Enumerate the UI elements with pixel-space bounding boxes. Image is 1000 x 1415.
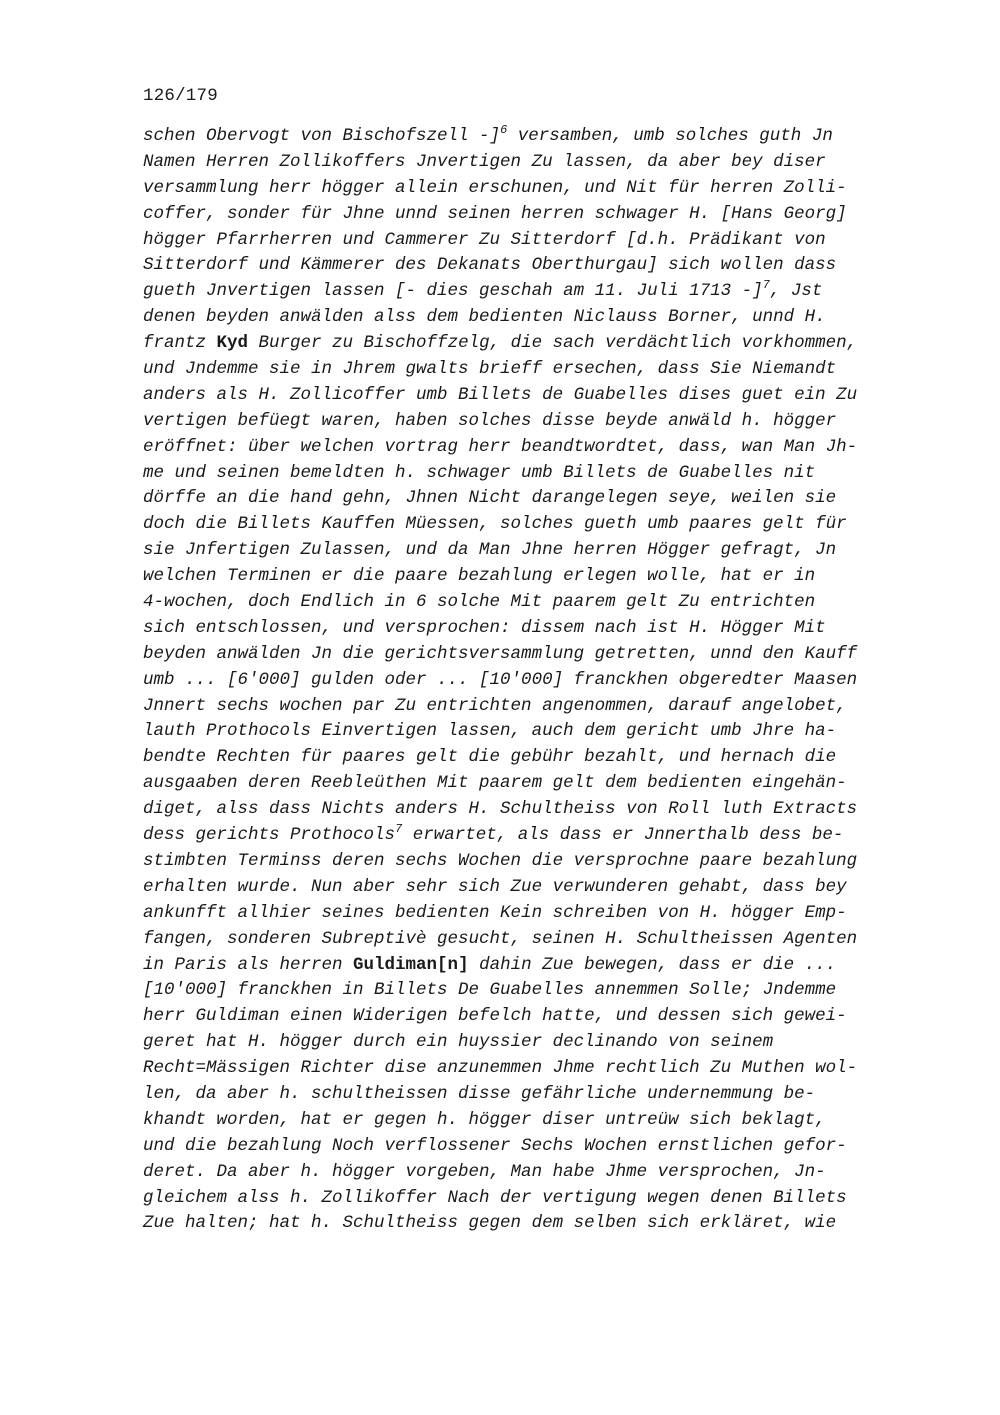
text-line — [143, 849, 903, 875]
text-segment: Namen Herren Zollikoffers Jnvertigen Zu lassen, da aber bey diser — [143, 151, 826, 172]
text-line — [143, 1056, 903, 1082]
text-segment: ausgaaben deren Reebleüthen Mit paarem gelt dem bedienten eingehän- — [143, 773, 847, 794]
text-segment: gueth Jnvertigen lassen [- dies geschah am 11. Juli 1713 -] — [143, 281, 763, 302]
text-line — [143, 176, 903, 202]
text-line — [143, 1030, 903, 1056]
text-segment: gleichem alss h. Zollikoffer Nach der vertigung wegen denen Billets — [143, 1187, 847, 1208]
text-segment: versammlung herr högger allein erschunen, und Nit für herren Zolli- — [143, 177, 847, 198]
text-line — [143, 461, 903, 487]
text-line — [143, 383, 903, 409]
text-segment: und Jndemme sie in Jhrem gwalts brieff ersechen, dass Sie Niemandt — [143, 359, 837, 380]
text-line — [143, 978, 903, 1004]
text-segment: deret. Da aber h. högger vorgeben, Man habe Jhme versprochen, Jn- — [143, 1161, 826, 1182]
text-line — [143, 668, 903, 694]
text-segment: dahin Zue bewegen, dass er die ... — [468, 954, 837, 975]
text-segment: me und seinen bemeldten h. schwager umb Billets de Guabelles nit — [143, 462, 816, 483]
text-line — [143, 875, 903, 901]
text-segment: , Jst — [769, 281, 823, 302]
text-line — [143, 797, 903, 823]
text-line — [143, 719, 903, 745]
text-segment: khandt worden, hat er gegen h. högger diser untreüw sich beklagt, — [143, 1109, 826, 1130]
text-segment: dörffe an die hand gehn, Jhnen Nicht darangelegen seye, weilen sie — [143, 488, 837, 509]
text-segment: anders als H. Zollicoffer umb Billets de Guabelles dises guet ein Zu — [143, 384, 858, 405]
text-line — [143, 435, 903, 461]
text-line — [143, 305, 903, 331]
text-segment: bendte Rechten für paares gelt die gebühr bezahlt, und hernach die — [143, 747, 837, 768]
text-segment: coffer, sonder für Jhne unnd seinen herren schwager H. [Hans Georg] — [143, 203, 847, 224]
text-line — [143, 1211, 903, 1237]
text-line — [143, 1082, 903, 1108]
text-segment: högger Pfarrherren und Cammerer Zu Sitterdorf [d.h. Prädikant von — [143, 229, 826, 250]
text-segment: Sitterdorf und Kämmerer des Dekanats Oberthurgau] sich wollen dass — [143, 255, 837, 276]
text-line — [143, 1004, 903, 1030]
text-line — [143, 1134, 903, 1160]
text-line — [143, 279, 903, 305]
highlighted-name: Guldiman[n] — [353, 954, 469, 975]
text-line — [143, 512, 903, 538]
text-line — [143, 771, 903, 797]
text-line — [143, 564, 903, 590]
text-segment: schen Obervogt von Bischofszell -] — [143, 126, 501, 146]
page-number: 126/179 — [143, 86, 218, 106]
text-segment: diget, alss dass Nichts anders H. Schultheiss von Roll luth Extracts — [143, 799, 858, 820]
text-segment: erhalten wurde. Nun aber sehr sich Zue verwunderen gehabt, dass bey — [143, 876, 847, 897]
text-line — [143, 486, 903, 512]
text-line — [143, 590, 903, 616]
text-line — [143, 409, 903, 435]
text-segment: erwartet, als dass er Jnnerthalb dess be- — [402, 825, 844, 846]
text-segment: stimbten Terminss deren sechs Wochen die versprochne paare bezahlung — [143, 850, 858, 871]
text-segment: 4-wochen, doch Endlich in 6 solche Mit paarem gelt Zu entrichten — [143, 592, 816, 613]
text-segment: in Paris als herren — [143, 954, 354, 975]
text-line — [143, 823, 903, 849]
text-segment: Burger zu Bischoffzelg, die sach verdächtlich vorkhommen, — [248, 333, 858, 354]
text-segment: beyden anwälden Jn die gerichtsversammlung getretten, unnd den Kauff — [143, 643, 858, 664]
text-segment: doch die Billets Kauffen Müessen, solches gueth umb paares gelt für — [143, 514, 847, 535]
text-line — [143, 616, 903, 642]
text-line — [143, 124, 903, 150]
text-line — [143, 253, 903, 279]
text-segment: fangen, sonderen Subreptivè gesucht, seinen H. Schultheissen Agenten — [143, 928, 858, 949]
text-segment: welchen Terminen er die paare bezahlung erlegen wolle, hat er in — [143, 566, 816, 587]
text-segment: lauth Prothocols Einvertigen lassen, auch dem gericht umb Jhre ha- — [143, 721, 837, 742]
text-line — [143, 694, 903, 720]
text-line — [143, 357, 903, 383]
text-line — [143, 1160, 903, 1186]
text-segment: Zue halten; hat h. Schultheiss gegen dem selben sich erkläret, wie — [143, 1213, 837, 1234]
text-segment: sie Jnfertigen Zulassen, und da Man Jhne herren Högger gefragt, Jn — [143, 540, 837, 561]
footnote-marker: 7 — [395, 822, 403, 837]
text-segment: und die bezahlung Noch verflossener Sechs Wochen ernstlichen gefor- — [143, 1135, 847, 1156]
text-line — [143, 538, 903, 564]
text-segment: geret hat H. högger durch ein huyssier declinando von seinem — [143, 1032, 774, 1053]
transcription-text — [143, 124, 903, 1237]
text-line — [143, 1186, 903, 1212]
text-segment: [10'000] franckhen in Billets De Guabelles annemmen Solle; Jndemme — [143, 980, 837, 1001]
text-line — [143, 901, 903, 927]
text-segment: Recht=Mässigen Richter dise anzunemmen Jhme rechtlich Zu Muthen wol- — [143, 1058, 858, 1079]
text-line — [143, 927, 903, 953]
text-segment: ankunfft allhier seines bedienten Kein schreiben von H. högger Emp- — [143, 902, 847, 923]
text-line — [143, 150, 903, 176]
text-segment: versamben, umb solches guth Jn — [507, 126, 833, 146]
text-line — [143, 331, 903, 357]
text-segment: herr Guldiman einen Widerigen befelch hatte, und dessen sich gewei- — [143, 1006, 847, 1027]
text-line — [143, 745, 903, 771]
text-segment: len, da aber h. schultheissen disse gefährliche undernemmung be- — [143, 1083, 816, 1104]
footnote-marker: 6 — [500, 123, 508, 137]
text-segment: Jnnert sechs wochen par Zu entrichten angenommen, darauf angelobet, — [143, 695, 847, 716]
text-segment: dess gerichts Prothocols — [143, 825, 396, 846]
text-line — [143, 228, 903, 254]
highlighted-name: Kyd — [216, 333, 249, 354]
footnote-marker: 7 — [762, 278, 770, 293]
text-segment: frantz — [143, 333, 217, 354]
text-segment: umb ... [6'000] gulden oder ... [10'000] franckhen obgeredter Maasen — [143, 669, 858, 690]
text-segment: eröffnet: über welchen vortrag herr beandtwordtet, dass, wan Man Jh- — [143, 436, 858, 457]
text-line — [143, 642, 903, 668]
text-line — [143, 1108, 903, 1134]
text-segment: vertigen befüegt waren, haben solches disse beyde anwäld h. högger — [143, 410, 837, 431]
text-segment: sich entschlossen, und versprochen: dissem nach ist H. Högger Mit — [143, 617, 826, 638]
text-line — [143, 953, 903, 979]
text-line — [143, 202, 903, 228]
text-segment: denen beyden anwälden alss dem bedienten Niclauss Borner, unnd H. — [143, 307, 826, 328]
